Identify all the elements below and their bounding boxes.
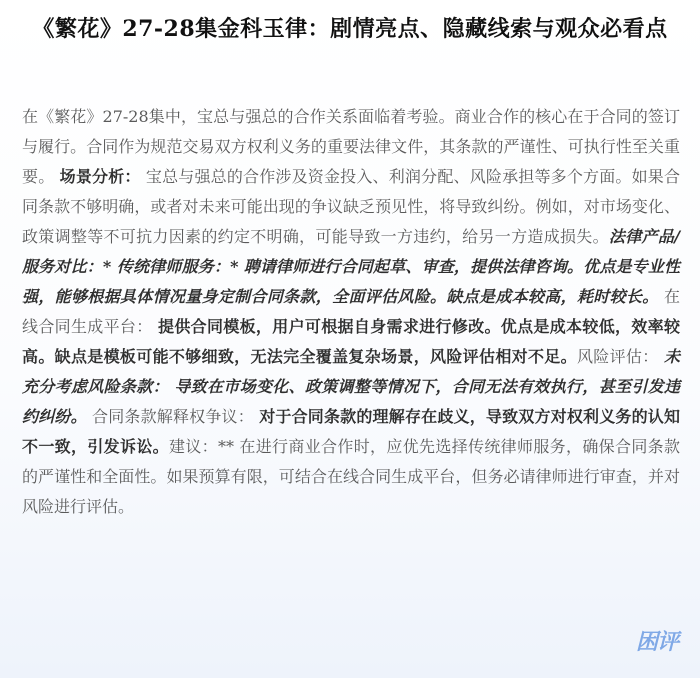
interpretation-dispute-label: 合同条款解释权争议：: [92, 407, 254, 426]
interpretation-dispute-text: 对于合同条款的理解存在歧义，导致双方对权利义务的认知不一致，引发诉讼。: [22, 407, 680, 456]
intro-text: 在《繁花》27-28集中，宝总与强总的合作关系面临着考验。商业合作的核心在于合同的签订与履行。合同作为规范交易双方权利义务的重要法律文件，其条款的严谨性、可执行性至关重要。: [22, 107, 680, 186]
article-title: 《繁花》27-28集金科玉律：剧情亮点、隐藏线索与观众必看点: [32, 16, 668, 42]
scene-analysis-label: 场景分析：: [59, 167, 141, 186]
risk-clause-title: 未充分考虑风险条款：: [22, 347, 680, 396]
online-platform-text: 提供合同模板，用户可根据自身需求进行修改。优点是成本较低，效率较高。缺点是模板可能不够细致，无法完全覆盖复杂场景，风险评估相对不足。: [22, 317, 680, 366]
online-platform-label: 在线合同生成平台：: [22, 287, 680, 336]
risk-assessment-label: 风险评估：: [576, 347, 659, 366]
watermark-logo: 困评: [635, 630, 678, 655]
advice-text: 建议：** 在进行商业合作时，应优先选择传统律师服务，确保合同条款的严谨性和全面性。如果预算有限，可结合在线合同生成平台，但务必请律师进行审查，并对风险进行评估。: [22, 437, 680, 516]
traditional-service-text: 聘请律师进行合同起草、审查，提供法律咨询。优点是专业性强，能够根据具体情况量身定制合同条款，全面评估风险。缺点是成本较高，耗时较长。: [22, 257, 680, 306]
risk-clause-text: 导致在市场变化、政策调整等情况下，合同无法有效执行，甚至引发违约纠纷。: [22, 377, 680, 426]
product-comparison-label: 法律产品/服务对比：* 传统律师服务：*: [22, 227, 680, 276]
article-body: [22, 102, 680, 522]
scene-analysis-text: 宝总与强总的合作涉及资金投入、利润分配、风险承担等多个方面。如果合同条款不够明确，或者对未来可能出现的争议缺乏预见性，将导致纠纷。例如，对市场变化、政策调整等不可抗力因素的约定不明确，可能导致一方违约，给另一方造成损失。: [22, 167, 680, 246]
